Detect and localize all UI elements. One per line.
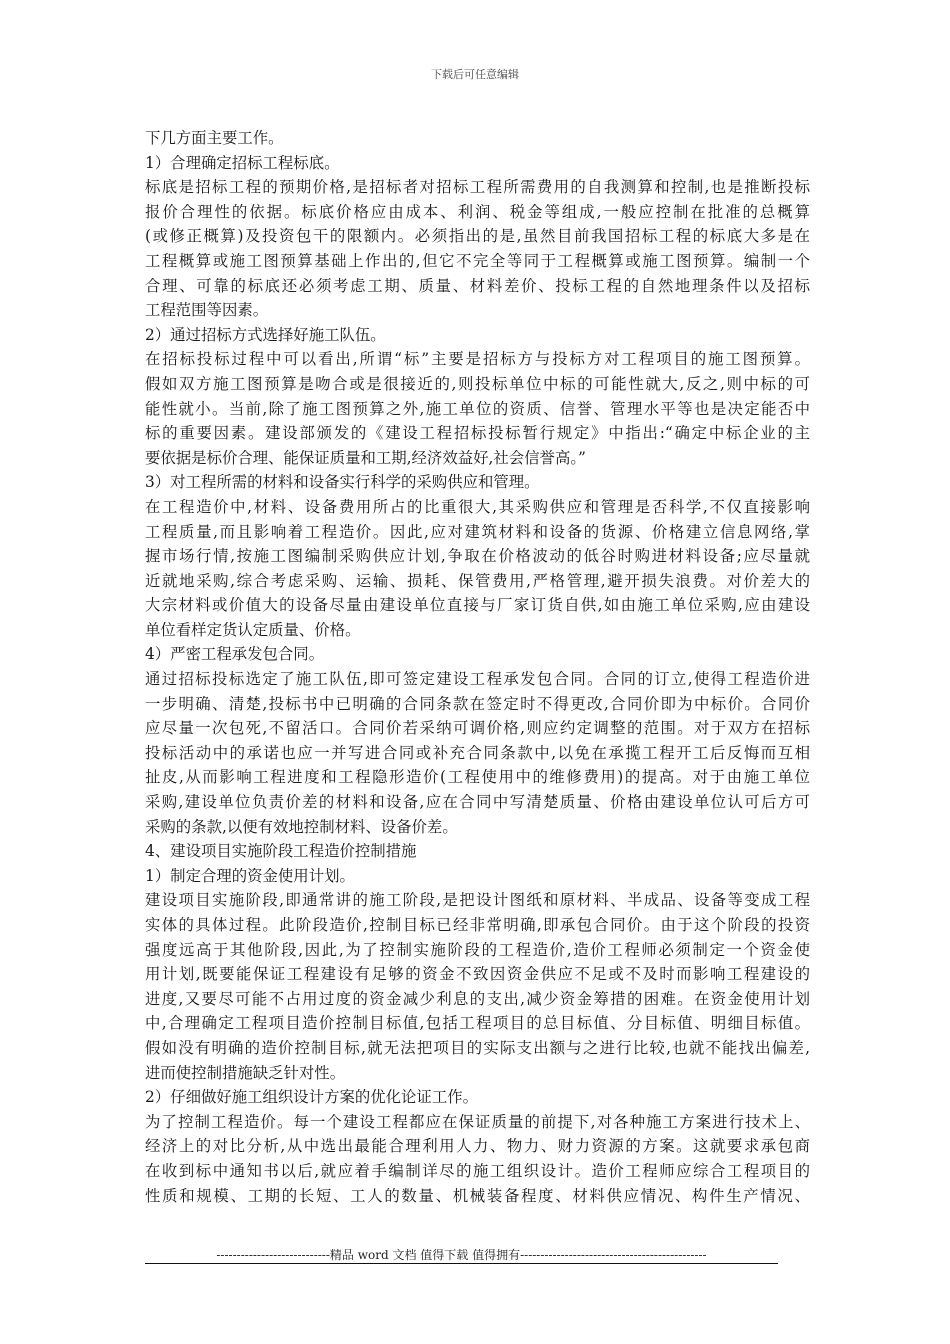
text-line: 3）对工程所需的材料和设备实行科学的采购供应和管理。 [145, 473, 540, 492]
text-line: 假如双方施工图预算是吻合或是很接近的,则投标单位中标的可能性就大,反之,则中标的可 [145, 374, 810, 393]
text-line: 单位看样定货认定质量、价格。 [145, 620, 361, 639]
text-line: 能性就小。当前,除了施工图预算之外,施工单位的资质、信誉、管理水平等也是决定能否中 [145, 399, 810, 418]
page-header: 下载后可任意编辑 [431, 68, 519, 81]
text-line: 通过招标投标选定了施工队伍,即可签定建设工程承发包合同。合同的订立,使得工程造价进 [145, 670, 810, 689]
text-line: 假如没有明确的造价控制目标,就无法把项目的实际支出额与之进行比较,也就不能找出偏差, [145, 1038, 810, 1057]
text-line: 4、建设项目实施阶段工程造价控制措施 [145, 842, 417, 861]
text-line: 握市场行情,按施工图编制采购供应计划,争取在价格波动的低谷时购进材料设备;应尽量就 [145, 547, 810, 566]
page-footer: ----------------------------精品 word 文档 值得下载 值得拥有---------------------------------------------- [216, 1248, 707, 1262]
text-line: 一步明确、清楚,投标书中已明确的合同条款在签定时不得更改,合同价即为中标价。合同价 [145, 694, 810, 713]
text-line: 实体的具体过程。此阶段造价,控制目标已经非常明确,即承包合同价。由于这个阶段的投资 [145, 916, 810, 934]
text-line: 1）制定合理的资金使用计划。 [145, 866, 355, 885]
text-line: 经济上的对比分析,从中选出最能合理利用人力、物力、财力资源的方案。这就要求承包商 [145, 1137, 810, 1156]
text-line: 工程质量,而且影响着工程造价。因此,应对建筑材料和设备的货源、价格建立信息网络,掌 [145, 522, 810, 541]
document-body [145, 126, 810, 1208]
text-line: 报价合理性的依据。标底价格应由成本、利润、税金等组成,一般应控制在批准的总概算 [145, 202, 810, 221]
text-line: 在工程造价中,材料、设备费用所占的比重很大,其采购供应和管理是否科学,不仅直接影响 [145, 497, 810, 516]
text-line: 性质和规模、工期的长短、工人的数量、机械装备程度、材料供应情况、构件生产情况、 [145, 1186, 810, 1205]
text-line: 标底是招标工程的预期价格,是招标者对招标工程所需费用的自我测算和控制,也是推断投标 [145, 178, 810, 197]
text-line: 2）仔细做好施工组织设计方案的优化论证工作。 [145, 1088, 478, 1107]
text-line: 进度,又要尽可能不占用过度的资金减少利息的支出,减少资金筹措的困难。在资金使用计划 [145, 989, 810, 1008]
text-line: 进而使控制措施缺乏针对性。 [145, 1063, 346, 1082]
text-line: 采购,建设单位负责价差的材料和设备,应在合同中写清楚质量、价格由建设单位认可后方可 [145, 793, 810, 812]
text-line: 近就地采购,综合考虑采购、运输、损耗、保管费用,严格管理,避开损失浪费。对价差大的 [145, 571, 810, 590]
text-line: 要依据是标价合理、能保证质量和工期,经济效益好,社会信誉高。” [145, 448, 586, 467]
text-line: 大宗材料或价值大的设备尽量由建设单位直接与厂家订货自供,如由施工单位采购,应由建设 [145, 596, 810, 615]
text-line: 为了控制工程造价。每一个建设工程都应在保证质量的前提下,对各种施工方案进行技术上、 [145, 1112, 810, 1131]
text-line: 采购的条款,以便有效地控制材料、设备价差。 [145, 817, 458, 836]
text-line: 4）严密工程承发包合同。 [145, 645, 325, 664]
text-line: 扯皮,从而影响工程进度和工程隐形造价(工程使用中的维修费用)的提高。对于由施工单位 [145, 768, 810, 787]
text-line: 用计划,既要能保证工程建设有足够的资金不致因资金供应不足或不及时而影响工程建设的 [145, 965, 810, 984]
text-line: 中,合理确定工程项目造价控制目标值,包括工程项目的总目标值、分目标值、明细目标值。 [145, 1014, 810, 1033]
text-line: 工程概算或施工图预算基础上作出的,但它不完全等同于工程概算或施工图预算。编制一个 [145, 251, 810, 270]
text-line: 投标活动中的承诺也应一并写进合同或补充合同条款中,以免在承揽工程开工后反悔而互相 [145, 743, 810, 762]
text-line: 下几方面主要工作。 [145, 129, 284, 147]
text-line: 工程范围等因素。 [145, 301, 269, 320]
text-line: 建设项目实施阶段,即通常讲的施工阶段,是把设计图纸和原材料、半成品、设备等变成工程 [145, 891, 810, 910]
text-line: 在收到标中通知书以后,就应着手编制详尽的施工组织设计。造价工程师应综合工程项目的 [145, 1161, 810, 1180]
text-line: 标的重要因素。建设部颁发的《建设工程招标投标暂行规定》中指出:“确定中标企业的主 [145, 424, 810, 443]
text-line: 在招标投标过程中可以看出,所谓“标”主要是招标方与投标方对工程项目的施工图预算。 [145, 350, 810, 369]
text-line: 合理、可靠的标底还必须考虑工期、质量、材料差价、投标工程的自然地理条件以及招标 [145, 276, 810, 295]
text-line: 2）通过招标方式选择好施工队伍。 [145, 325, 386, 344]
text-line: (或修正概算)及投资包干的限额内。必须指出的是,虽然目前我国招标工程的标底大多是在 [145, 227, 810, 246]
footer-rule [145, 1263, 778, 1264]
text-line: 应尽量一次包死,不留活口。合同价若采纳可调价格,则应约定调整的范围。对于双方在招标 [145, 719, 810, 738]
text-line: 1）合理确定招标工程标底。 [145, 153, 340, 172]
text-line: 强度远高于其他阶段,因此,为了控制实施阶段的工程造价,造价工程师必须制定一个资金使 [145, 940, 810, 959]
